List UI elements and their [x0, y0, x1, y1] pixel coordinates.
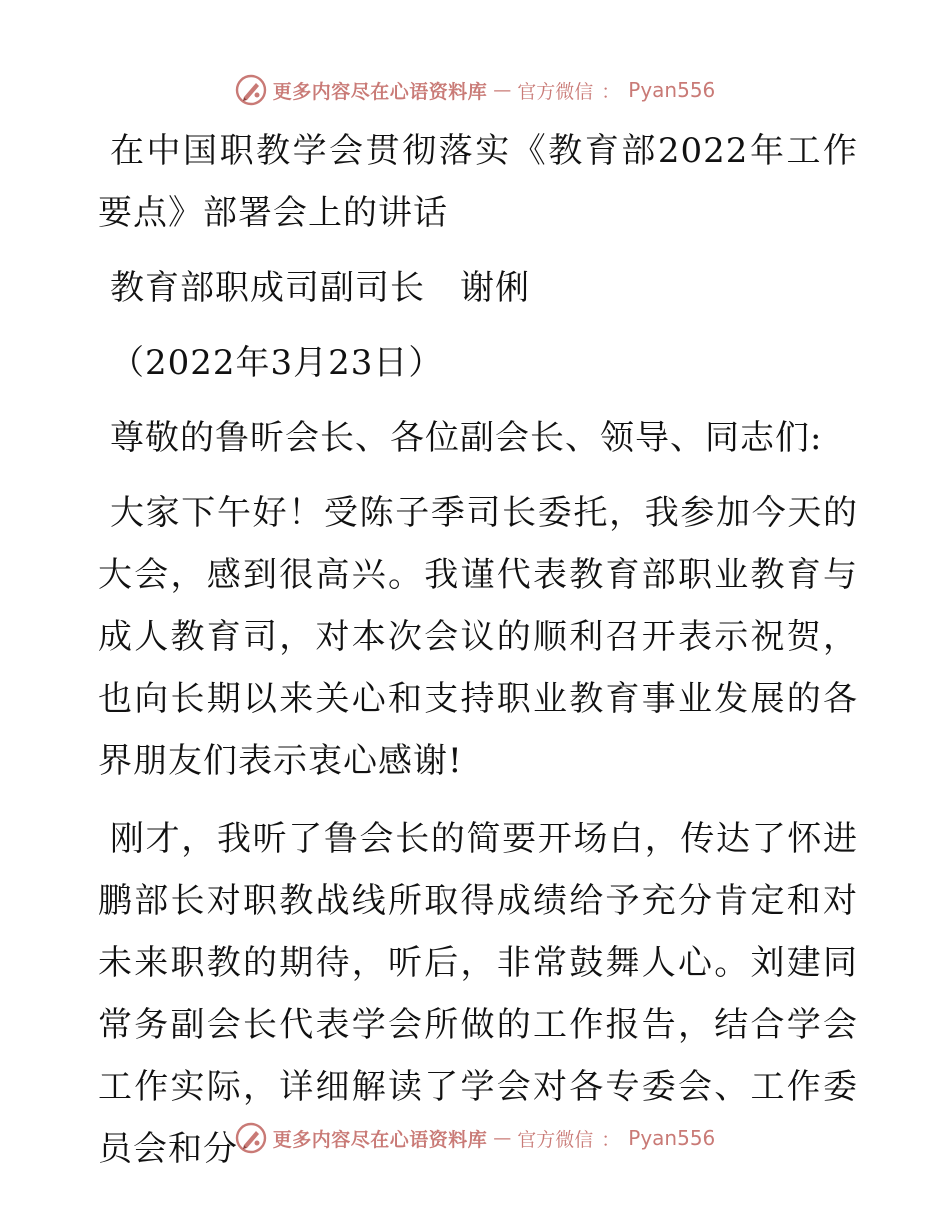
document-author: 教育部职成司副司长 谢俐 [110, 268, 530, 308]
watermark-dash: — [493, 1127, 512, 1149]
pen-logo-icon [235, 1122, 267, 1154]
salutation: 尊敬的鲁昕会长、各位副会长、领导、同志们: [110, 418, 823, 458]
paragraph-2: 刚才，我听了鲁会长的简要开场白，传达了怀进鹏部长对职教战线所取得成绩给予充分肯定和对未来职教的期待，听后，非常鼓舞人心。刘建同常务副会长代表学会所做的工作报告，结合学会工作实际，详细解读了学会对各专委会、工作委员会和分 [98, 819, 858, 1169]
watermark-dash: — [493, 79, 512, 101]
watermark-wechat-id: Pyan556 [628, 1126, 716, 1150]
watermark-wechat-id: Pyan556 [628, 78, 716, 102]
watermark-colon: ： [601, 1128, 621, 1151]
document-title: 在中国职教学会贯彻落实《教育部2022年工作要点》部署会上的讲话 [98, 131, 858, 233]
watermark-wechat-label: 官方微信 [517, 80, 594, 103]
paragraph-1: 大家下午好！受陈子季司长委托，我参加今天的大会，感到很高兴。我谨代表教育部职业教育与成人教育司，对本次会议的顺利召开表示祝贺，也向长期以来关心和支持职业教育事业发展的各界朋友们表示衷心感谢! [98, 493, 858, 781]
header-watermark [0, 70, 950, 110]
document-body [98, 120, 858, 1180]
watermark-colon: ： [601, 80, 621, 103]
document-date: （2022年3月23日） [110, 343, 444, 383]
watermark-wechat-label: 官方微信 [517, 1128, 594, 1151]
watermark-text: 更多内容尽在心语资料库 [272, 80, 488, 103]
footer-watermark [0, 1118, 950, 1158]
watermark-text: 更多内容尽在心语资料库 [272, 1128, 488, 1151]
pen-logo-icon [235, 74, 267, 106]
